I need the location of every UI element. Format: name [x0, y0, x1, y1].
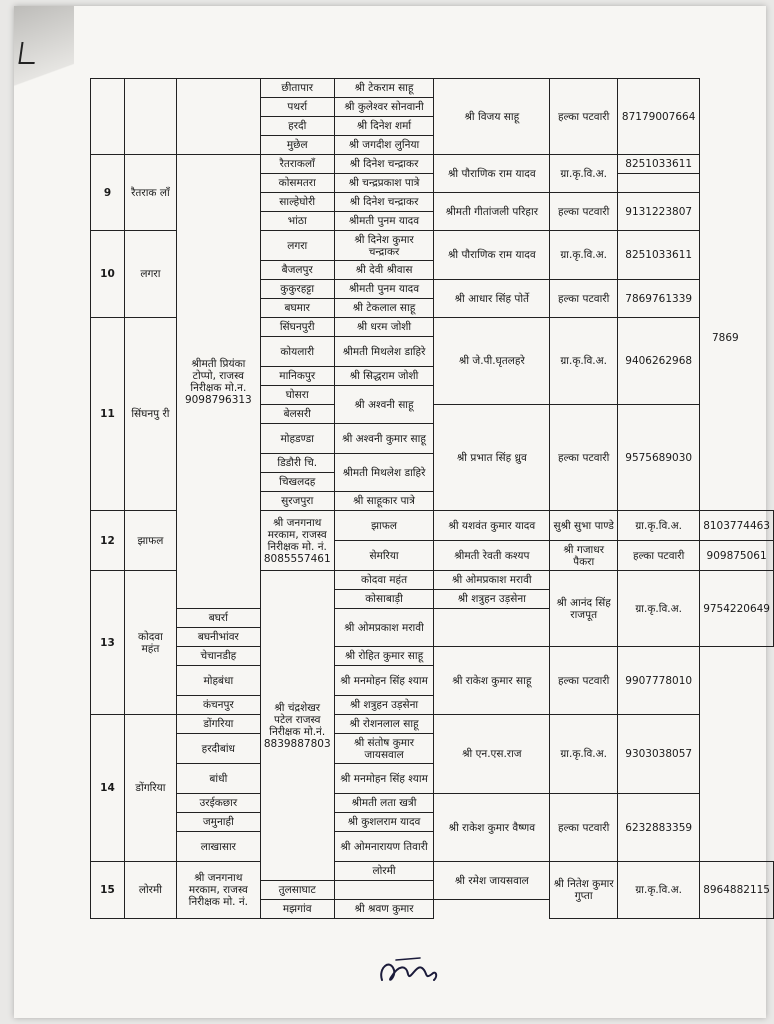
village-name: बघनीभांवर	[176, 628, 260, 647]
village-name: कोदवा महंत	[334, 571, 434, 590]
officer-name: श्री विजय साहू	[434, 79, 550, 155]
officer-post: ग्रा.कृ.वि.अ.	[550, 318, 618, 405]
village-name: बैजलपुर	[260, 261, 334, 280]
officer-phone-blank	[618, 174, 700, 193]
village-name: छीतापार	[260, 79, 334, 98]
village-name: सुरजपुरा	[260, 492, 334, 511]
officer-post: हल्का पटवारी	[550, 794, 618, 862]
village-name: भांठा	[260, 212, 334, 231]
village-name: कंचनपुर	[176, 696, 260, 715]
village-name: मोहबंधा	[176, 666, 260, 696]
officer-phone: 87179007664	[618, 79, 700, 155]
officer-phone: 9131223807	[618, 193, 700, 231]
field-worker: श्री शत्रुहन उड़सेना	[434, 590, 550, 609]
cluster-name: डोंगरिया	[124, 715, 176, 862]
field-worker: श्री कुशलराम यादव	[334, 813, 434, 832]
village-name: डिडौरी चि.	[260, 454, 334, 473]
village-name: सेमरिया	[334, 541, 434, 571]
field-worker: श्री देवी श्रीवास	[334, 261, 434, 280]
officer-phone: 8251033611	[618, 155, 700, 174]
cluster-name: कोदवा महंत	[124, 571, 176, 715]
village-name: कोसाबाड़ी	[334, 590, 434, 609]
officer-post: हल्का पटवारी	[550, 193, 618, 231]
revenue-inspector: श्री जनगनाथ मरकाम, राजस्व निरीक्षक मो. नं. 8085557461	[260, 511, 334, 571]
village-name: हरदी	[260, 117, 334, 136]
village-name: मानिकपुर	[260, 367, 334, 386]
officer-phone: 7869761339	[618, 280, 700, 318]
officer-phone: 9303038057	[618, 715, 700, 794]
field-worker: श्रीमती मिथलेश डाहिरे	[334, 337, 434, 367]
officer-post: ग्रा.कृ.वि.अ.	[618, 571, 700, 647]
field-worker: श्री रोहित कुमार साहू	[334, 647, 434, 666]
pen-mark	[18, 42, 37, 64]
serial-number: 10	[91, 231, 125, 318]
cluster-name: झाफल	[124, 511, 176, 571]
cluster-name: रैतराक लॉं	[124, 155, 176, 231]
officer-post: हल्का पटवारी	[550, 647, 618, 715]
field-worker: श्री दिनेश कुमार चन्द्राकर	[334, 231, 434, 261]
officer-name: श्री आधार सिंह पोर्ते	[434, 280, 550, 318]
revenue-inspector: श्रीमती प्रियंका टोप्पो, राजस्व निरीक्षक मो.न. 9098796313	[176, 155, 260, 609]
officer-name: श्री पौराणिक राम यादव	[434, 231, 550, 280]
village-name: मोहडण्डा	[260, 424, 334, 454]
village-name: चेचानडीह	[176, 647, 260, 666]
field-worker: श्री मनमोहन सिंह श्याम	[334, 764, 434, 794]
serial-number: 9	[91, 155, 125, 231]
village-name: कोसमतरा	[260, 174, 334, 193]
village-name: बघर्रा	[176, 609, 260, 628]
field-worker: श्री यशवंत कुमार यादव	[434, 511, 550, 541]
field-worker: श्री रोशनलाल साहू	[334, 715, 434, 734]
village-name: कुकुरहट्टा	[260, 280, 334, 299]
village-name: जमुनाही	[176, 813, 260, 832]
serial-number	[91, 79, 125, 155]
village-name: सिंघनपुरी	[260, 318, 334, 337]
field-worker: श्री जगदीश लुनिया	[334, 136, 434, 155]
officer-phone: 9406262968	[618, 318, 700, 405]
village-name: हरदीबांध	[176, 734, 260, 764]
serial-number: 13	[91, 571, 125, 715]
cluster-name	[124, 79, 176, 155]
officer-post: ग्रा.कृ.वि.अ.	[618, 511, 700, 541]
field-worker: श्री ओमनारायण तिवारी	[334, 832, 434, 862]
officer-post: हल्का पटवारी	[618, 541, 700, 571]
officer-post: ग्रा.कृ.वि.अ.	[550, 155, 618, 193]
village-name: डोंगरिया	[176, 715, 260, 734]
officer-name: श्री जे.पी.घृतलहरे	[434, 318, 550, 405]
village-name: रैतराकलॉं	[260, 155, 334, 174]
cluster-name: लोरमी	[124, 862, 176, 919]
serial-number: 15	[91, 862, 125, 919]
officer-name: श्री गजाधर पैकरा	[550, 541, 618, 571]
village-name: मुछेल	[260, 136, 334, 155]
village-name: झाफल	[334, 511, 434, 541]
officer-post: ग्रा.कृ.वि.अ.	[618, 862, 700, 919]
officer-phone: 9575689030	[618, 405, 700, 511]
officer-post: हल्का पटवारी	[550, 405, 618, 511]
field-worker: श्री संतोष कुमार जायसवाल	[334, 734, 434, 764]
field-worker: श्रीमती मिथलेश डाहिरे	[334, 454, 434, 492]
margin-number: 7869	[712, 332, 739, 344]
officer-name: श्री एन.एस.राज	[434, 715, 550, 794]
cluster-name: लगरा	[124, 231, 176, 318]
officer-name: सुश्री सुभा पाण्डे	[550, 511, 618, 541]
field-worker: श्री दिनेश चन्द्राकर	[334, 193, 434, 212]
officer-phone: 8964882115	[700, 862, 774, 919]
field-worker: श्री रमेश जायसवाल	[434, 862, 550, 900]
officer-phone: 9754220649	[700, 571, 774, 647]
village-name: लाखासार	[176, 832, 260, 862]
cluster-name: सिंघनपु री	[124, 318, 176, 511]
village-name: लोरमी	[334, 862, 434, 881]
officer-phone: 9907778010	[618, 647, 700, 715]
field-worker: श्री अश्वनी साहू	[334, 386, 434, 424]
officer-post: हल्का पटवारी	[550, 79, 618, 155]
allocation-table	[90, 78, 774, 919]
field-worker: श्री दिनेश चन्द्राकर	[334, 155, 434, 174]
field-worker: श्री धरम जोशी	[334, 318, 434, 337]
field-worker: श्री चन्द्रप्रकाश पात्रे	[334, 174, 434, 193]
village-name: बघमार	[260, 299, 334, 318]
officer-name: श्री प्रभात सिंह ध्रुव	[434, 405, 550, 511]
village-name: उरईकछार	[176, 794, 260, 813]
field-worker: श्री शत्रुहन उड़सेना	[334, 696, 434, 715]
field-worker: श्री श्रवण कुमार	[334, 900, 434, 919]
officer-post: हल्का पटवारी	[550, 280, 618, 318]
officer-name: श्री आनंद सिंह राजपूत	[550, 571, 618, 647]
officer-name: श्री पौराणिक राम यादव	[434, 155, 550, 193]
revenue-inspector	[176, 79, 260, 155]
village-name: बांधी	[176, 764, 260, 794]
serial-number: 12	[91, 511, 125, 571]
field-worker: श्रीमती पुनम यादव	[334, 212, 434, 231]
field-worker: श्रीमती लता खत्री	[334, 794, 434, 813]
serial-number: 11	[91, 318, 125, 511]
field-worker: श्री अश्वनी कुमार साहू	[334, 424, 434, 454]
field-worker: श्री मनमोहन सिंह श्याम	[334, 666, 434, 696]
field-worker: श्री ओमप्रकाश मरावी	[434, 571, 550, 590]
handwritten-signature	[376, 950, 440, 990]
officer-phone: 8251033611	[618, 231, 700, 280]
village-name: बेलसरी	[260, 405, 334, 424]
field-worker: श्रीमती रेवती कश्यप	[434, 541, 550, 571]
field-worker: श्री सिद्धराम जोशी	[334, 367, 434, 386]
village-name: पथर्रा	[260, 98, 334, 117]
village-name: चिखलदह	[260, 473, 334, 492]
officer-name: श्री राकेश कुमार वैष्णव	[434, 794, 550, 862]
officer-name: श्री नितेश कुमार गुप्ता	[550, 862, 618, 919]
village-name: घोसरा	[260, 386, 334, 405]
field-worker: श्री कुलेश्वर सोनवानी	[334, 98, 434, 117]
village-name: तुलसाघाट	[260, 881, 334, 900]
revenue-inspector: श्री जनगनाथ मरकाम, राजस्व निरीक्षक मो. नं.	[176, 862, 260, 919]
officer-phone: 8103774463	[700, 511, 774, 541]
officer-phone: 6232883359	[618, 794, 700, 862]
officer-phone: 909875061	[700, 541, 774, 571]
officer-name: श्री राकेश कुमार साहू	[434, 647, 550, 715]
officer-post: ग्रा.कृ.वि.अ.	[550, 715, 618, 794]
field-worker: श्री ओमप्रकाश मरावी	[334, 609, 434, 647]
village-name: साल्हेघोरी	[260, 193, 334, 212]
field-worker: श्रीमती पुनम यादव	[334, 280, 434, 299]
officer-post: ग्रा.कृ.वि.अ.	[550, 231, 618, 280]
village-name: लगरा	[260, 231, 334, 261]
village-name: मझगांव	[260, 900, 334, 919]
serial-number: 14	[91, 715, 125, 862]
officer-name: श्रीमती गीतांजली परिहार	[434, 193, 550, 231]
field-worker: श्री टेकलाल साहू	[334, 299, 434, 318]
field-worker: श्री साहूकार पात्रे	[334, 492, 434, 511]
field-worker: श्री दिनेश शर्मा	[334, 117, 434, 136]
village-name: कोयलारी	[260, 337, 334, 367]
revenue-inspector: श्री चंद्रशेखर पटेल राजस्व निरीक्षक मो.नं. 8839887803	[260, 571, 334, 881]
field-worker: श्री टेकराम साहू	[334, 79, 434, 98]
